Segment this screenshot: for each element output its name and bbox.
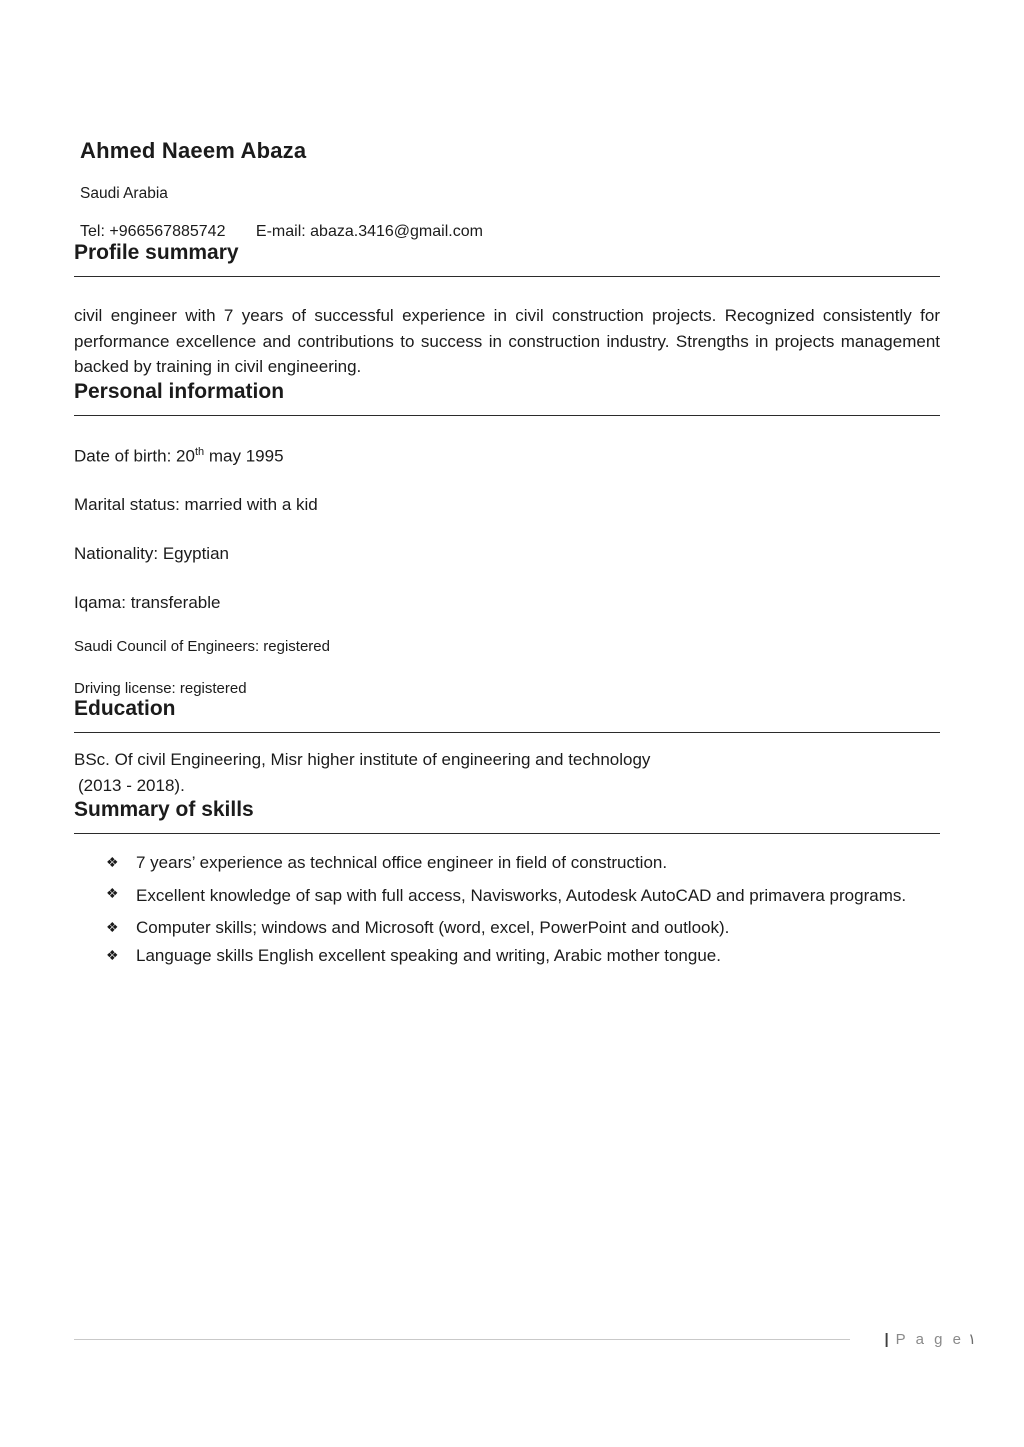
education-heading: Education [74,697,940,733]
education-years: (2013 - 2018). [78,775,185,795]
profile-summary-heading: Profile summary [74,241,940,277]
date-of-birth [74,446,940,467]
list-item [106,943,940,970]
council-registration: Saudi Council of Engineers: registered [74,638,330,656]
diamond-bullet-icon: ❖ [106,946,119,963]
list-item [106,850,940,877]
phone-number: Tel: +966567885742 [80,223,226,240]
date-of-birth-suffix: may 1995 [204,446,284,466]
list-item [106,878,940,914]
skills-list [74,850,940,969]
date-of-birth-ordinal: th [194,445,205,458]
skills-heading: Summary of skills [74,798,940,834]
skill-text: Language skills English excellent speaking and writing, Arabic mother tongue. [136,945,721,965]
contact-line [80,223,940,241]
education-degree: BSc. Of civil Engineering, Misr higher institute of engineering and technology [74,750,651,770]
diamond-bullet-icon: ❖ [106,854,119,871]
marital-status: Marital status: married with a kid [74,495,318,515]
diamond-bullet-icon: ❖ [106,885,119,902]
list-item [106,915,940,942]
date-of-birth-prefix: Date of birth: 20 [74,446,195,466]
nationality: Nationality: Egyptian [74,544,229,564]
diamond-bullet-icon: ❖ [106,918,119,935]
skill-text: 7 years’ experience as technical office engineer in field of construction. [136,853,668,873]
page-number: ١ [967,1331,976,1348]
profile-summary-text: civil engineer with 7 years of successful experience in civil construction projects. Recognized consistently for performance excellence and contributions to success in construction industry. Strengths in projects management backed by training in civil engineering. [74,306,940,376]
skill-text: Computer skills; windows and Microsoft (word, excel, PowerPoint and outlook). [136,917,730,937]
driving-license: Driving license: registered [74,680,247,698]
skill-text: Excellent knowledge of sap with full access, Navisworks, Autodesk AutoCAD and primavera programs. [136,886,907,906]
personal-information-heading: Personal information [74,380,940,416]
footer-bar: | [884,1331,889,1348]
email-address: E-mail: abaza.3416@gmail.com [255,223,483,240]
candidate-name: Ahmed Naeem Abaza [80,138,307,163]
iqama-status: Iqama: transferable [74,593,221,613]
page-footer [74,1330,976,1348]
footer-divider [74,1339,850,1340]
page-label: P a g e [895,1331,964,1348]
footer-page-label [884,1330,976,1348]
candidate-location: Saudi Arabia [80,185,168,202]
